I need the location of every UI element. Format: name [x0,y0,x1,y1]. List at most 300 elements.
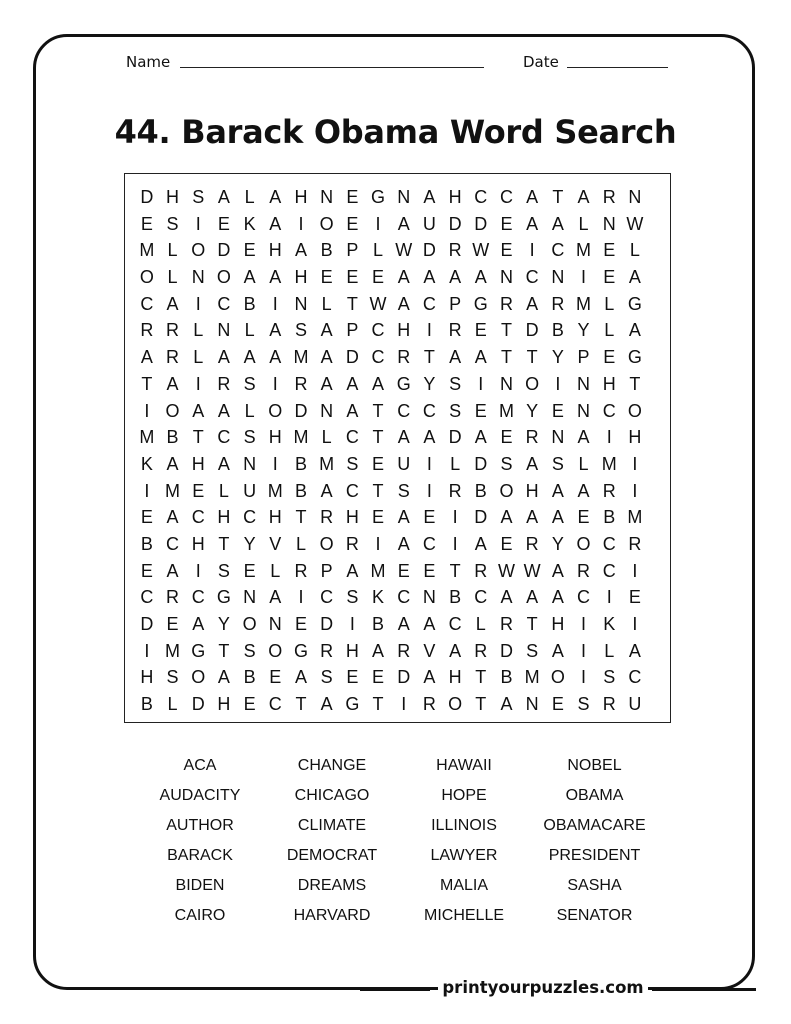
grid-letter: R [448,480,462,501]
grid-letter: K [140,453,153,474]
grid-letter: B [294,453,307,474]
grid-letter: I [529,240,535,261]
grid-letter: T [218,533,230,554]
grid-letter: C [268,694,282,715]
grid-letter: M [139,240,155,261]
grid-row [134,451,661,478]
grid-letter: A [551,560,564,581]
grid-row [134,237,661,264]
grid-letter: W [497,560,515,581]
grid-letter: H [294,187,308,207]
grid-row [134,558,661,585]
grid-letter: T [372,694,384,715]
word-list-item: SASHA [567,877,622,894]
grid-letter: L [244,320,255,341]
grid-letter: S [243,427,256,448]
grid-letter: C [140,587,154,608]
grid-letter: H [345,507,359,528]
grid-letter: O [139,267,154,288]
grid-letter: C [140,293,154,314]
grid-letter: I [632,480,638,501]
grid-letter: B [166,427,179,448]
grid-letter: A [423,187,436,207]
grid-letter: M [370,560,386,581]
grid-letter: M [165,640,181,661]
grid-letter: A [397,293,410,314]
grid-letter: R [140,320,154,341]
grid-letter: N [320,400,334,421]
grid-letter: A [269,187,282,207]
grid-row [134,691,661,718]
grid-letter: C [371,347,385,368]
grid-letter: E [346,267,359,288]
grid-letter: D [217,240,231,261]
grid-letter: D [474,507,488,528]
grid-letter: K [372,587,385,608]
grid-letter: H [628,427,642,448]
grid-letter: L [475,614,486,634]
grid-letter: P [346,320,359,341]
grid-letter: L [295,533,306,554]
word-list-item: HOPE [441,787,487,804]
grid-letter: A [474,267,487,288]
grid-letter: N [191,267,205,288]
word-list [135,755,660,926]
grid-letter: A [474,427,487,448]
grid-letter: L [193,347,204,368]
grid-letter: N [217,320,231,341]
grid-letter: E [372,667,385,688]
grid-letter: R [628,533,642,554]
grid-letter: R [166,320,180,341]
grid-letter: I [426,453,432,474]
grid-letter: C [422,293,436,314]
grid-letter: G [396,373,411,394]
grid-letter: N [243,587,257,608]
grid-row [134,504,661,531]
grid-letter: L [578,213,589,234]
word-list-item: CAIRO [174,907,226,924]
grid-letter: B [243,293,256,314]
grid-letter: I [401,694,407,715]
grid-letter: A [269,267,282,288]
word-list-item: SENATOR [556,907,633,924]
grid-row [134,291,661,318]
grid-letter: L [244,187,255,207]
grid-row [134,531,661,558]
grid-letter: A [474,347,487,368]
grid-letter: M [627,507,643,528]
grid-letter: B [140,533,153,554]
grid-row [134,371,661,398]
grid-letter: R [345,533,359,554]
grid-letter: E [140,560,153,581]
word-list-item: MICHELLE [423,907,505,924]
grid-letter: A [500,587,513,608]
grid-letter: V [423,640,436,661]
grid-letter: D [191,694,205,715]
grid-letter: A [577,427,590,448]
grid-letter: D [422,240,436,261]
grid-letter: T [141,373,153,394]
grid-letter: I [144,640,150,661]
grid-letter: R [422,694,436,715]
grid-letter: Y [526,400,539,421]
grid-letter: L [167,267,178,288]
grid-letter: Y [243,533,256,554]
word-list-item: BIDEN [175,877,225,894]
grid-letter: C [345,480,359,501]
grid-letter: A [192,614,205,634]
grid-letter: E [320,267,333,288]
grid-letter: C [191,587,205,608]
grid-letter: R [166,587,180,608]
grid-letter: A [526,213,539,234]
grid-letter: E [372,507,385,528]
word-list-item: HAWAII [436,757,492,774]
grid-letter: A [577,187,590,207]
grid-letter: S [500,453,513,474]
grid-letter: A [320,373,333,394]
grid-letter: A [577,480,590,501]
word-list-item: OBAMA [565,787,624,804]
grid-letter: E [423,560,436,581]
grid-letter: U [422,213,436,234]
grid-letter: E [500,427,513,448]
grid-letter: C [422,533,436,554]
grid-letter: R [294,373,308,394]
grid-letter: E [243,694,256,715]
grid-letter: A [166,453,179,474]
grid-letter: A [217,400,230,421]
grid-letter: D [525,320,539,341]
grid-letter: T [475,694,487,715]
grid-letter: R [448,240,462,261]
grid-letter: N [577,400,591,421]
grid-letter: L [321,427,332,448]
grid-letter: C [628,667,642,688]
word-list-item: OBAMACARE [543,817,646,834]
grid-letter: S [346,453,359,474]
grid-letter: V [269,533,282,554]
grid-letter: N [243,453,257,474]
grid-letter: A [551,507,564,528]
grid-letter: B [500,667,513,688]
grid-letter: E [500,213,513,234]
name-line [180,67,484,68]
grid-row [134,638,661,665]
grid-letter: Y [423,373,436,394]
grid-letter: S [243,640,256,661]
grid-letter: S [551,453,564,474]
grid-row [134,611,661,638]
grid-letter: G [627,293,642,314]
grid-letter: E [603,240,616,261]
grid-letter: I [426,480,432,501]
grid-letter: E [243,560,256,581]
grid-letter: N [397,187,411,207]
grid-letter: I [195,213,201,234]
date-line [567,67,668,68]
word-list-item: BARACK [167,847,233,864]
grid-row [134,344,661,371]
grid-letter: W [523,560,541,581]
grid-letter: R [499,614,513,634]
grid-letter: A [397,267,410,288]
grid-letter: M [165,480,181,501]
grid-letter: L [167,240,178,261]
word-list-item: LAWYER [430,847,498,864]
grid-letter: I [478,373,484,394]
grid-letter: N [422,587,436,608]
grid-letter: D [320,614,334,634]
grid-letter: H [191,453,205,474]
grid-letter: A [140,347,153,368]
grid-letter: E [577,507,590,528]
grid-letter: O [627,400,642,421]
grid-letter: A [526,587,539,608]
grid-letter: I [298,213,304,234]
grid-row [134,317,661,344]
grid-letter: E [551,400,564,421]
grid-letter: A [269,213,282,234]
grid-letter: H [448,667,462,688]
grid-letter: O [165,400,180,421]
grid-letter: A [423,427,436,448]
grid-letter: E [551,694,564,715]
grid-letter: E [294,614,307,634]
grid-letter: A [551,480,564,501]
grid-letter: R [602,187,616,207]
grid-letter: N [499,267,513,288]
grid-letter: A [269,587,282,608]
grid-row [134,424,661,451]
grid-row [134,664,661,691]
grid-letter: B [294,480,307,501]
grid-letter: A [217,453,230,474]
grid-row [134,478,661,505]
grid-letter: R [602,480,616,501]
word-list-item: AUTHOR [166,817,234,834]
grid-letter: C [602,400,616,421]
grid-letter: B [474,480,487,501]
grid-letter: E [500,533,513,554]
grid-letter: O [268,640,283,661]
grid-letter: L [270,560,281,581]
letter-grid [124,173,671,723]
grid-letter: Y [577,320,590,341]
grid-letter: A [449,347,462,368]
grid-letter: B [603,507,616,528]
grid-letter: A [423,667,436,688]
grid-letter: S [449,400,462,421]
footer-rule-right [652,988,756,991]
grid-letter: A [294,240,307,261]
grid-letter: K [603,614,616,634]
grid-letter: H [217,694,231,715]
grid-letter: A [551,640,564,661]
grid-letter: A [346,373,359,394]
grid-letter: Y [217,614,230,634]
grid-letter: H [191,533,205,554]
grid-letter: I [195,293,201,314]
grid-letter: I [452,533,458,554]
grid-letter: A [269,320,282,341]
grid-row [134,398,661,425]
word-list-item: CHICAGO [294,787,370,804]
grid-letter: E [346,187,359,207]
grid-letter: T [295,694,307,715]
grid-letter: I [375,533,381,554]
grid-letter: E [166,614,179,634]
grid-letter: L [193,320,204,341]
grid-letter: D [474,453,488,474]
grid-letter: E [217,213,230,234]
grid-letter: G [293,640,308,661]
grid-letter: H [525,480,539,501]
grid-letter: M [293,347,309,368]
grid-letter: I [195,373,201,394]
grid-letter: A [243,347,256,368]
grid-letter: R [499,293,513,314]
grid-letter: O [319,213,334,234]
word-list-item: DREAMS [297,877,367,894]
word-list-item: CLIMATE [297,817,367,834]
grid-letter: W [369,293,387,314]
grid-letter: G [473,293,488,314]
grid-letter: D [140,614,154,634]
grid-letter: R [474,640,488,661]
grid-letter: A [217,187,230,207]
grid-letter: N [320,187,334,207]
grid-letter: A [397,614,410,634]
grid-letter: R [294,560,308,581]
grid-letter: I [581,667,587,688]
grid-letter: R [397,640,411,661]
grid-letter: P [449,293,462,314]
grid-letter: D [345,347,359,368]
grid-letter: A [397,507,410,528]
grid-letter: I [632,560,638,581]
grid-letter: I [581,267,587,288]
grid-letter: O [191,667,206,688]
grid-letter: H [294,267,308,288]
grid-letter: I [144,400,150,421]
grid-letter: A [217,347,230,368]
grid-letter: A [397,427,410,448]
grid-letter: R [474,560,488,581]
grid-letter: U [397,453,411,474]
grid-letter: B [372,614,385,634]
grid-letter: H [345,640,359,661]
grid-letter: C [217,427,231,448]
grid-letter: T [218,640,230,661]
grid-letter: A [423,614,436,634]
grid-letter: L [629,240,640,261]
grid-letter: R [577,560,591,581]
grid-letter: L [578,453,589,474]
grid-letter: R [602,694,616,715]
grid-letter: I [606,427,612,448]
grid-letter: A [551,587,564,608]
grid-letter: Y [551,533,564,554]
grid-letter: S [320,667,333,688]
grid-letter: R [448,320,462,341]
grid-letter: I [272,373,278,394]
grid-letter: T [295,507,307,528]
grid-letter: A [320,347,333,368]
grid-letter: A [346,400,359,421]
grid-letter: T [475,667,487,688]
grid-letter: A [166,560,179,581]
grid-letter: G [191,640,206,661]
grid-letter: I [555,373,561,394]
grid-letter: A [449,267,462,288]
grid-letter: S [192,187,205,207]
grid-letter: T [526,347,538,368]
grid-letter: C [397,587,411,608]
grid-letter: I [632,453,638,474]
grid-letter: A [217,667,230,688]
grid-letter: E [474,320,487,341]
grid-letter: D [474,213,488,234]
grid-letter: I [581,640,587,661]
name-label: Name [126,53,171,71]
grid-letter: L [244,400,255,421]
grid-letter: A [628,267,641,288]
grid-letter: D [448,427,462,448]
word-list-item: AUDACITY [159,787,241,804]
grid-letter: D [397,667,411,688]
grid-letter: R [320,507,334,528]
grid-letter: W [472,240,490,261]
grid-letter: G [216,587,231,608]
grid-letter: G [371,187,386,207]
grid-letter: I [144,480,150,501]
word-list-item: ILLINOIS [431,817,497,834]
grid-letter: A [526,293,539,314]
grid-letter: E [603,347,616,368]
grid-letter: C [191,507,205,528]
grid-letter: D [499,640,513,661]
grid-letter: S [397,480,410,501]
grid-letter: N [551,267,565,288]
grid-letter: N [628,187,642,207]
grid-letter: H [448,187,462,207]
grid-letter: H [397,320,411,341]
grid-letter: N [499,373,513,394]
grid-letter: C [320,587,334,608]
grid-letter: A [320,694,333,715]
grid-letter: Y [551,347,564,368]
grid-letter: N [268,614,282,634]
grid-letter: M [319,453,335,474]
grid-letter: M [524,667,540,688]
grid-letter: C [602,560,616,581]
word-list-item: NOBEL [567,757,622,774]
grid-letter: M [498,400,514,421]
grid-letter: D [294,400,308,421]
grid-letter: T [552,187,564,207]
grid-letter: E [372,453,385,474]
grid-letter: C [551,240,565,261]
grid-letter: T [372,400,384,421]
grid-letter: O [550,667,565,688]
grid-letter: A [269,347,282,368]
grid-letter: T [629,373,641,394]
grid-letter: A [500,507,513,528]
grid-letter: E [140,213,153,234]
